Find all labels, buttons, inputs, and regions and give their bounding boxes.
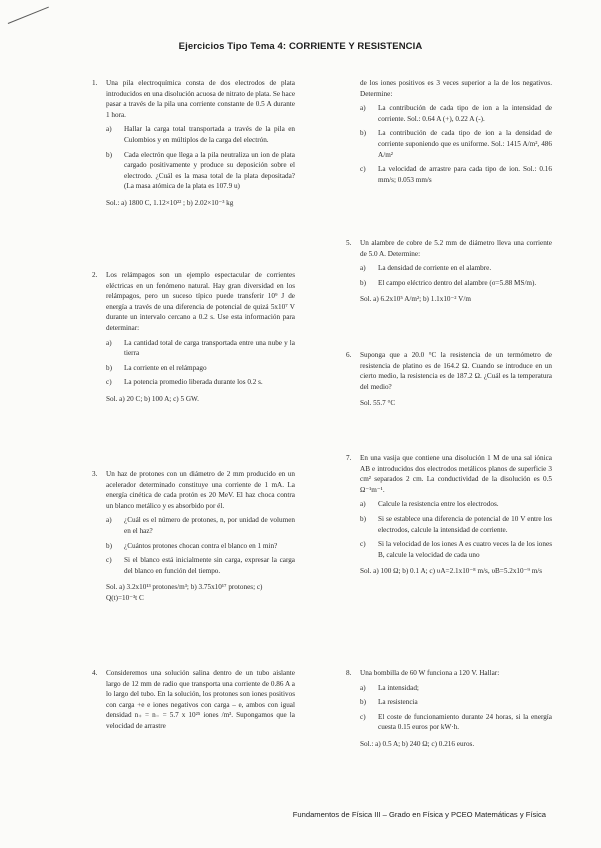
question-item [106,377,295,388]
question-5 [346,238,552,305]
item-label: c) [360,712,366,721]
item-text: La contribución de cada tipo de ion a la densidad de corriente suponiendo que es uniforme. Sol.: 1415 A/m², 486 A/m² [378,129,552,159]
item-text: La potencia promedio liberada durante los 0.2 s. [124,378,263,387]
question-item [360,278,552,289]
question-number: 6. [346,351,352,359]
pen-mark [8,7,49,25]
item-text: Hallar la carga total transportada a través de la pila en Culombios y en múltiplos de la carga del electrón. [124,125,295,144]
question-item [106,124,295,145]
item-label: a) [360,683,366,692]
question-item [360,683,552,694]
item-text: Si la velocidad de los iones A es cuatro veces la de los iones B, calcule la velocidad de cada uno [378,540,552,559]
item-text: ¿Cuál es el número de protones, n, por unidad de volumen en el haz? [124,516,295,535]
question-number: 1. [92,79,98,87]
item-text: La resistencia [378,698,418,707]
item-label: b) [360,278,366,287]
question-6 [346,350,552,409]
question-number: 8. [346,669,352,677]
question-item [360,697,552,708]
question-item [360,712,552,733]
solution: Sol. a) 6.2x10⁵ A/m²; b) 1.1x10⁻² V/m [360,295,471,304]
page-footer: Fundamentos de Física III – Grado en Física y PCEO Matemáticas y Física [292,810,546,819]
item-label: b) [360,129,366,138]
question-number: 7. [346,454,352,462]
question-item [360,164,552,185]
item-label: a) [106,338,112,347]
question-7 [346,453,552,577]
question-item [360,514,552,535]
question-item [106,338,295,359]
item-text: La contribución de cada tipo de ion a la intensidad de corriente. Sol.: 0.64 A (+), 0.22 A (-). [378,104,552,123]
question-item [360,539,552,560]
solution: Sol. a) 3.2x10¹³ protones/m³; b) 3.75x10¹⁷ protones; c) Q(t)=10⁻³t C [106,583,263,602]
item-label: a) [106,516,112,525]
item-label: b) [106,363,112,372]
item-text: ¿Cuántos protones chocan contra el blanco en 1 min? [124,541,278,550]
question-item [106,541,295,552]
question-item [360,103,552,124]
question-4-continued [346,78,552,185]
question-number: 4. [92,669,98,677]
item-label: c) [360,165,366,174]
solution: Sol.: a) 0.5 A; b) 240 Ω; c) 0.216 euros. [360,739,475,748]
item-text: La cantidad total de carga transportada entre una nube y la tierra [124,338,295,358]
question-number: 3. [92,470,98,478]
item-label: b) [106,541,112,550]
item-text: Cada electrón que llega a la pila neutraliza un ion de plata cargado positivamente y produce su deposición sobre el electrodo. ¿Cuál es la masa total de la plata depositada? (La masa atómica de la plata es 107.9 u) [124,150,295,191]
item-label: a) [106,125,112,134]
question-2 [92,270,295,405]
solution: Sol.: a) 1800 C, 1.12×10²² ; b) 2.02×10⁻³ kg [106,198,234,207]
item-label: c) [106,556,112,565]
item-label: b) [360,698,366,707]
item-label: b) [360,514,366,523]
question-item [106,555,295,576]
question-3 [92,469,295,604]
item-text: La corriente en el relámpago [124,363,207,372]
item-text: Calcule la resistencia entre los electrodos. [378,500,499,509]
question-item [106,515,295,536]
question-text: de los iones positivos es 3 veces superior a la de los negativos. Determine: [360,79,552,98]
item-label: b) [106,150,112,159]
item-text: Si el blanco está inicialmente sin carga, expresar la carga del blanco en función del tiempo. [124,556,295,575]
question-text: Un alambre de cobre de 5.2 mm de diámetro lleva una corriente de 5.0 A. Determine: [360,239,552,258]
item-text: El campo eléctrico dentro del alambre (σ=5.88 MS/m). [378,278,537,287]
question-item [360,128,552,160]
question-number: 2. [92,271,98,279]
item-label: a) [360,500,366,509]
page-title: Ejercicios Tipo Tema 4: CORRIENTE Y RESISTENCIA [178,41,423,52]
item-text: Si se establece una diferencia de potencial de 10 V entre los electrodos, calcule la intensidad de corriente. [378,514,552,534]
question-text: Un haz de protones con un diámetro de 2 mm producido en un acelerador determinado constituye una corriente de 1 mA. La energía cinética de cada protón es 20 MeV. El haz choca contra un blanco metálico y es absorbido por él. [106,470,295,510]
question-4 [92,668,295,732]
question-text: Suponga que a 20.0 °C la resistencia de un termómetro de resistencia de platino es de 164.2 Ω. Cuando se introduce en un cierto medio, la resistencia es de 187.2 Ω. ¿Cuál es la temperatura del medio? [360,351,552,391]
solution: Sol. 55.7 °C [360,399,396,408]
item-text: La intensidad; [378,683,419,692]
item-label: a) [360,264,366,273]
item-text: El coste de funcionamiento durante 24 horas, si la energía cuesta 0.15 euros por kW·h. [378,712,552,732]
item-label: c) [106,378,112,387]
question-text: Los relámpagos son un ejemplo espectacular de corrientes eléctricas en un fenómeno natural. Hay gran diversidad en los relámpagos, pero un suceso típico puede transferir 10⁹ J de energía a través de una diferencia de potencial de quizá 5x10⁷ V durante un intervalo cercano a 0.2 s. Use esta información para determinar: [106,271,295,332]
question-1 [92,78,295,209]
solution: Sol. a) 20 C; b) 100 A; c) 5 GW. [106,394,199,403]
item-text: La densidad de corriente en el alambre. [378,264,492,273]
question-item [360,499,552,510]
question-item [360,263,552,274]
question-text: En una vasija que contiene una disolución 1 M de una sal iónica AB e introducidos dos electrodos metálicos planos de superficie 3 cm² separados 2 cm. La conductividad de la disolución es 0.5 Ω⁻¹m⁻¹. [360,454,552,494]
question-item [106,363,295,374]
item-text: La velocidad de arrastre para cada tipo de ion. Sol.: 0.16 mm/s; 0.053 mm/s [378,165,552,184]
item-label: c) [360,540,366,549]
solution: Sol. a) 100 Ω; b) 0.1 A; c) υA=2.1x10⁻⁸ m/s, υB=5.2x10⁻⁹ m/s [360,567,543,576]
question-text: Una pila electroquímica consta de dos electrodos de plata introducidos en una disolución acuosa de nitrato de plata. Se hace pasar a través de la pila una corriente constante de 0.5 A durante 1 hora. [106,79,296,119]
question-text: Una bombilla de 60 W funciona a 120 V. Hallar: [360,669,500,677]
question-number: 5. [346,239,352,247]
question-text: Consideremos una solución salina dentro de un tubo aislante largo de 12 mm de radio que transporta una corriente de 0.86 A a lo largo del tubo. En la solución, los protones son iones positivos con carga +e e iones negativos con carga – e, ambos con igual densidad n₊ = n₋ = 5.7 x 10²⁵ iones /m³. Supongamos que la velocidad de arrastre [106,669,295,730]
question-item [106,150,295,192]
question-8 [346,668,552,750]
item-label: a) [360,104,366,113]
